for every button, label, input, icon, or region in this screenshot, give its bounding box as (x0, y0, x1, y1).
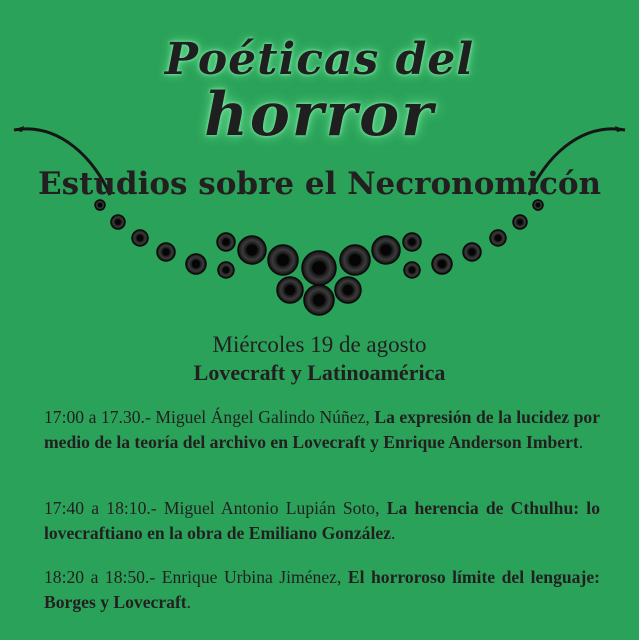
tentacle-sucker-core (98, 203, 102, 207)
talk-3-title: El horroroso límite del lenguaje: Borges y Lovecraft (44, 567, 600, 612)
talk-3-end: . (186, 592, 192, 612)
talk-1-end: . (578, 432, 584, 452)
talk-3 (44, 565, 600, 615)
talk-1-title: La expresión de la lucidez por medio de la teoría del archivo en Lovecraft y Enrique Anderson Imbert (44, 407, 600, 452)
talk-3-time-speaker: 18:20 a 18:50.- Enrique Urbina Jiménez, (44, 567, 342, 587)
tentacle-sucker-core (468, 248, 475, 255)
tentacle-sucker-core (277, 254, 289, 266)
tentacle-sucker-core (222, 238, 229, 245)
tentacle-sucker-core (536, 203, 540, 207)
tentacle-sucker-core (409, 267, 415, 273)
title-line-2: horror (204, 80, 435, 150)
tentacle-sucker-core (162, 248, 169, 255)
tentacle-sucker-core (312, 261, 326, 275)
tentacle-sucker-core (380, 244, 391, 255)
tentacle-sucker-core (223, 267, 229, 273)
event-theme: Lovecraft y Latinoamérica (193, 360, 446, 385)
tentacle-sucker-core (115, 219, 121, 225)
talk-2-end: . (390, 523, 396, 543)
tentacle-sucker-core (313, 294, 325, 306)
subtitle: Estudios sobre el Necronomicón (37, 166, 602, 202)
tentacle-sucker-core (517, 219, 523, 225)
talk-1 (44, 405, 600, 455)
tentacle-sucker-core (192, 260, 200, 268)
event-date: Miércoles 19 de agosto (212, 332, 427, 357)
tentacle-sucker-core (246, 244, 257, 255)
talk-1-time-speaker: 17:00 a 17.30.- Miguel Ángel Galindo Núñez, (44, 407, 370, 427)
tentacle-sucker-core (137, 235, 143, 241)
tentacle-sucker-core (495, 235, 501, 241)
tentacle-sucker-core (285, 285, 295, 295)
tentacle-sucker-core (343, 285, 353, 295)
talk-2 (44, 496, 600, 546)
tentacle-sucker-core (349, 254, 361, 266)
talk-2-time-speaker: 17:40 a 18:10.- Miguel Antonio Lupián Soto, (44, 498, 380, 518)
tentacle-sucker-core (438, 260, 446, 268)
tentacle-sucker-core (408, 238, 415, 245)
talk-2-title: La herencia de Cthulhu: lo lovecraftiano en la obra de Emiliano González (44, 498, 600, 543)
title-line-1: Poéticas del (164, 34, 475, 85)
